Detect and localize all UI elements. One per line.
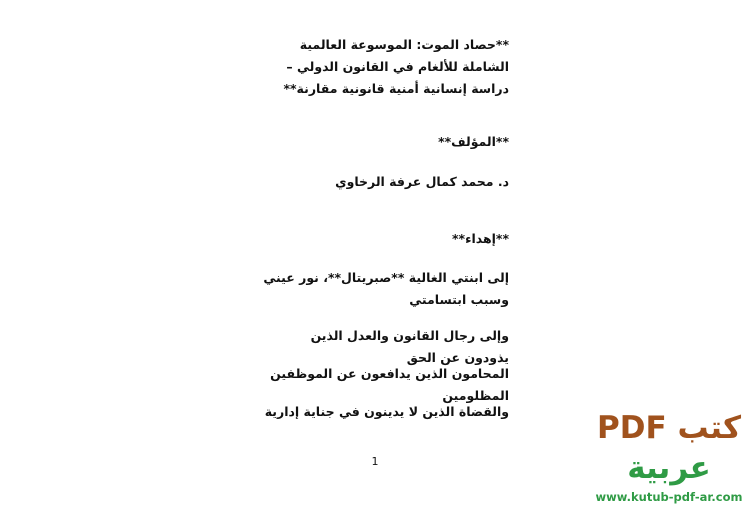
- site-watermark: [594, 408, 744, 505]
- watermark-url: www.kutub-pdf-ar.com: [595, 490, 743, 504]
- dedication-heading: **إهداء**: [452, 231, 509, 246]
- dedication-line: إلى ابنتي الغالية **صبريتال**، نور عيني وسبب ابتسامتي: [263, 270, 509, 307]
- watermark-word-arabic: عربية: [627, 450, 711, 486]
- watermark-word-books: كتب: [677, 410, 741, 446]
- dedication-line: والقضاة الذين لا يدينون في جناية إدارية: [264, 404, 509, 419]
- dedication-line: المحامون الذين يدافعون عن الموظفين المظلومين: [270, 366, 509, 403]
- page-number: 1: [371, 455, 379, 468]
- watermark-logo: [594, 408, 744, 488]
- watermark-word-pdf: PDF: [597, 410, 667, 446]
- document-title: **حصاد الموت: الموسوعة العالمية الشاملة للألغام في القانون الدولي – دراسة إنسانية أمنية قانونية مقارنة**: [283, 37, 509, 96]
- dedication-line: وإلى رجال القانون والعدل الذين يذودون عن الحق: [310, 328, 509, 365]
- author-name: د. محمد كمال عرفة الرخاوي: [335, 174, 509, 189]
- author-heading: **المؤلف**: [438, 134, 509, 149]
